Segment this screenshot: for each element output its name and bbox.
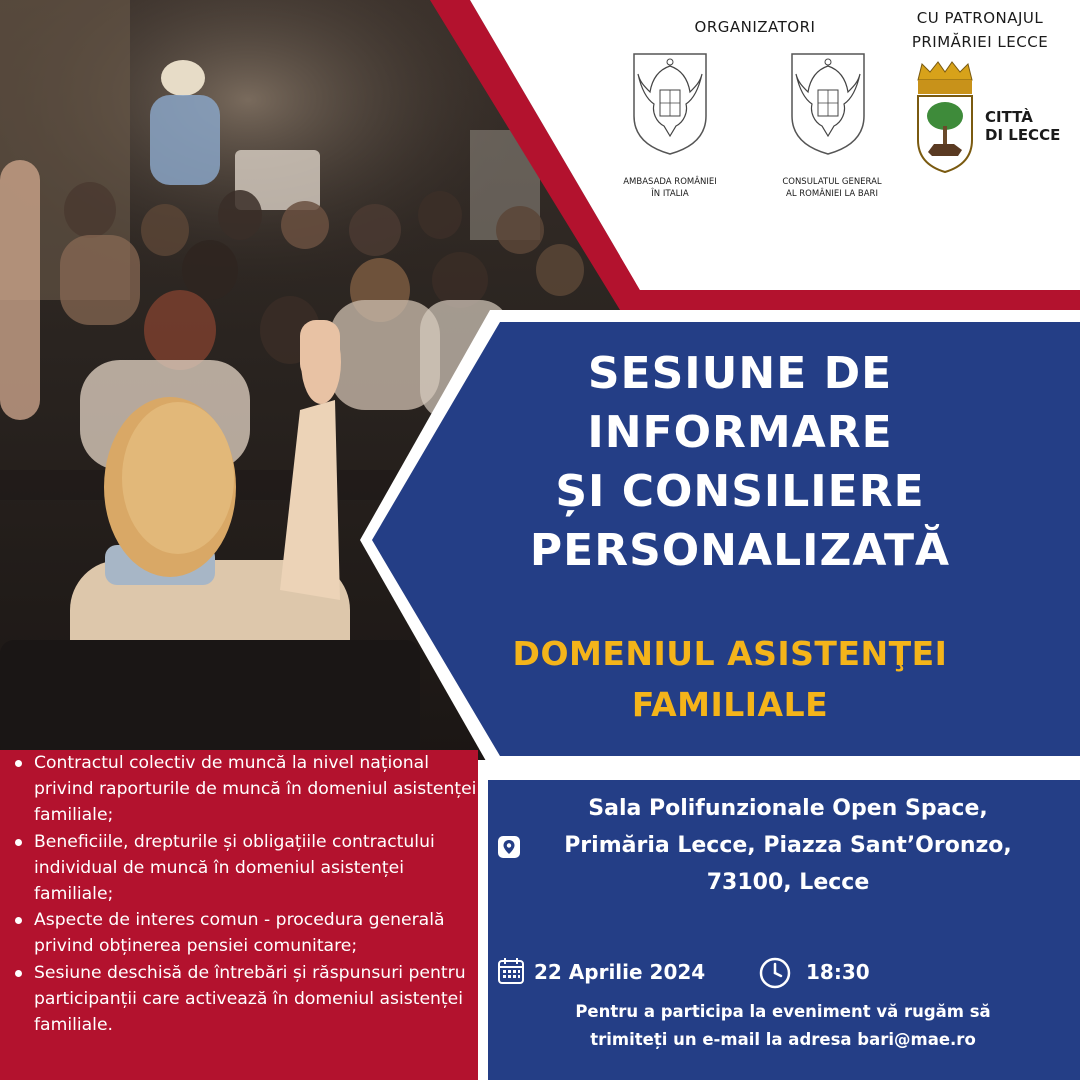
lecce-coat-of-arms-icon xyxy=(912,60,978,176)
calendar-icon xyxy=(496,956,526,986)
title-line3: ȘI CONSILIERE xyxy=(555,466,925,517)
consulate-caption xyxy=(770,176,894,200)
location-line2: Primăria Lecce, Piazza Sant’Oronzo, xyxy=(564,833,1012,858)
patronage-line1: CU PATRONAJUL xyxy=(916,9,1044,27)
romanian-coat-of-arms-icon xyxy=(788,52,868,156)
topics-panel xyxy=(0,750,478,1080)
lecce-wordmark xyxy=(985,108,1075,144)
lecce-line2: DI LECCE xyxy=(985,126,1061,144)
romanian-coat-of-arms-icon xyxy=(630,52,710,156)
location-line1: Sala Polifunzionale Open Space, xyxy=(588,796,988,821)
lecce-line1: CITTÀ xyxy=(985,108,1033,126)
subtitle-line1: DOMENIUL ASISTENŢEI xyxy=(512,634,948,673)
event-details-panel xyxy=(488,780,1080,1080)
topic-item: Beneficiile, drepturile și obligațiile contractului individual de muncă în domeniul asistenței familiale; xyxy=(12,829,478,908)
event-time: 18:30 xyxy=(806,960,870,984)
location-line3: 73100, Lecce xyxy=(706,870,870,895)
topics-list xyxy=(12,750,478,1038)
event-subtitle xyxy=(450,628,1010,730)
embassy-line1: AMBASADA ROMÂNIEI xyxy=(623,177,717,187)
topic-item: Contractul colectiv de muncă la nivel național privind raporturile de muncă în domeniul asistenței familiale; xyxy=(12,750,478,829)
consulate-line1: CONSULATUL GENERAL xyxy=(782,177,882,187)
title-line4: PERSONALIZATĂ xyxy=(529,525,951,576)
location-address xyxy=(508,790,1068,901)
event-date: 22 Aprilie 2024 xyxy=(534,960,706,984)
note-line1: Pentru a participa la eveniment vă rugăm să xyxy=(575,1002,991,1021)
embassy-caption xyxy=(610,176,730,200)
topic-item: Sesiune deschisă de întrebări și răspunsuri pentru participanții care activează în domeniul asistenței familiale. xyxy=(12,960,478,1039)
subtitle-line2: FAMILIALE xyxy=(631,685,829,724)
consulate-line2: AL ROMÂNIEI LA BARI xyxy=(786,189,878,199)
patronage-line2: PRIMĂRIEI LECCE xyxy=(911,33,1049,51)
title-line2: INFORMARE xyxy=(587,407,893,458)
note-line2-text: trimiteți un e-mail la adresa xyxy=(590,1030,858,1049)
location-pin-icon xyxy=(496,834,522,862)
organizers-label: ORGANIZATORI xyxy=(694,18,816,36)
topic-item: Aspecte de interes comun - procedura generală privind obținerea pensiei comunitare; xyxy=(12,907,478,959)
title-line1: SESIUNE DE xyxy=(587,348,893,399)
email-link[interactable]: bari@mae.ro xyxy=(857,1030,976,1049)
patronage-label xyxy=(885,6,1075,54)
registration-note xyxy=(498,998,1068,1054)
clock-icon xyxy=(758,956,792,990)
embassy-line2: ÎN ITALIA xyxy=(651,189,689,199)
note-line2 xyxy=(498,1026,1068,1054)
event-title xyxy=(470,344,1010,580)
